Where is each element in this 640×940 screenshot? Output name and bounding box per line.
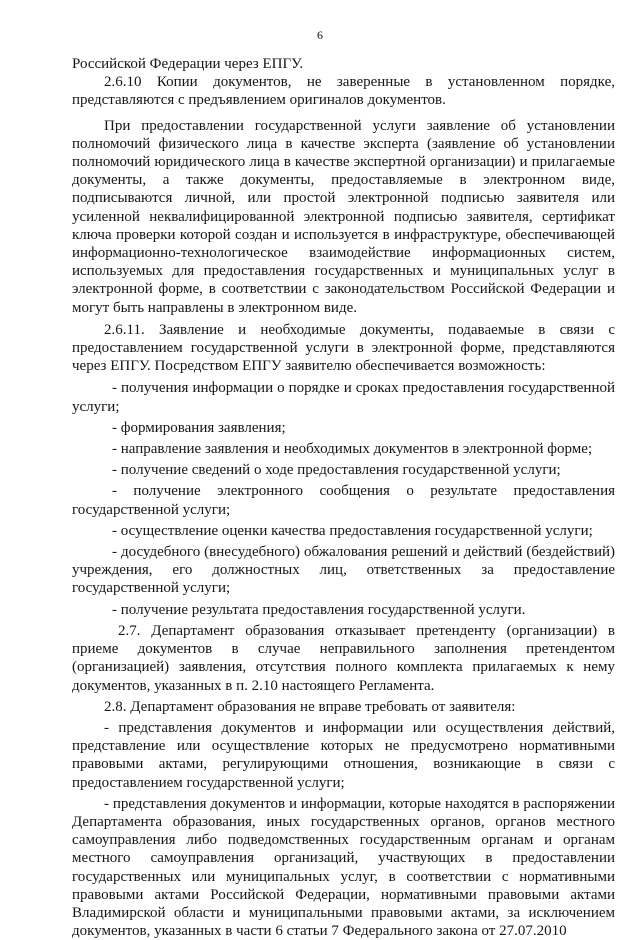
page-number: 6	[317, 28, 323, 42]
list-item: - получение электронного сообщения о результате предоставления государственной услуги;	[72, 483, 615, 518]
paragraph: 2.6.11. Заявление и необходимые документы, подаваемые в связи с предоставлением государственной услуги в электронной форме, представляются через ЕПГУ. Посредством ЕПГУ заявителю обеспечивается возможность:	[72, 321, 615, 375]
list-item: - досудебного (внесудебного) обжалования решений и действий (бездействий) учреждения, его должностных лиц, ответственных за предоставление государственной услуги;	[72, 544, 615, 597]
list-item: - получения информации о порядке и сроках предоставления государственной услуги;	[72, 380, 615, 415]
list-item: - осуществление оценки качества предоставления государственной услуги;	[112, 522, 593, 539]
list-item: - представления документов и информации или осуществления действий, представление или осуществление которых не предусмотрено нормативными правовыми актами, регулирующими отношения, возникающие в связи с предоставлением государственной услуги;	[72, 719, 615, 791]
paragraph: Российской Федерации через ЕПГУ.	[72, 56, 304, 72]
list-item: - формирования заявления;	[112, 419, 286, 436]
list-item: - представления документов и информации, которые находятся в распоряжении Департамента образования, иных государственных органов, органов местного самоуправления либо подведомственных государственным органам и органам местного самоуправления организаций, участвующих в предоставлении государственных или муниципальных услуг, в соответствии с нормативными правовыми актами Российской Федерации, нормативными правовыми актами Владимирской области и муниципальными правовыми актами, за исключением документов, указанных в части 6 статьи 7 Федерального закона от 27.07.2010	[72, 795, 615, 940]
document-body	[72, 55, 615, 940]
list-item: - получение сведений о ходе предоставления государственной услуги;	[112, 462, 561, 479]
list-item: - направление заявления и необходимых документов в электронной форме;	[112, 441, 593, 458]
paragraph: При предоставлении государственной услуги заявление об установлении полномочий физического лица в качестве эксперта (заявление об установлении полномочий юридического лица в качестве экспертной организации) и прилагаемые документы, а также документы, предоставляемые в электронном виде, подписываются личной, или простой электронной подписью заявителя или усиленной неквалифицированной электронной подписью заявителя, сертификат ключа проверки которой создан и используется в инфраструктуре, обеспечивающей информационно-технологическое взаимодействие информационных систем, используемых для предоставления государственных и муниципальных услуг в электронной форме, в соответствии с законодательством Российской Федерации и могут быть направлены в электронном виде.	[72, 117, 615, 316]
paragraph: 2.7. Департамент образования отказывает претенденту (организации) в приеме документов в случае неправильного заполнения претендентом (организацией) заявления, отсутствия полного комплекта прилагаемых к нему документов, указанных в п. 2.10 настоящего Регламента.	[72, 622, 615, 694]
paragraph: 2.6.10 Копии документов, не заверенные в установленном порядке, представляются с предъявлением оригиналов документов.	[72, 74, 615, 109]
list-item: - получение результата предоставления государственной услуги.	[112, 601, 526, 618]
paragraph: 2.8. Департамент образования не вправе требовать от заявителя:	[104, 698, 516, 715]
